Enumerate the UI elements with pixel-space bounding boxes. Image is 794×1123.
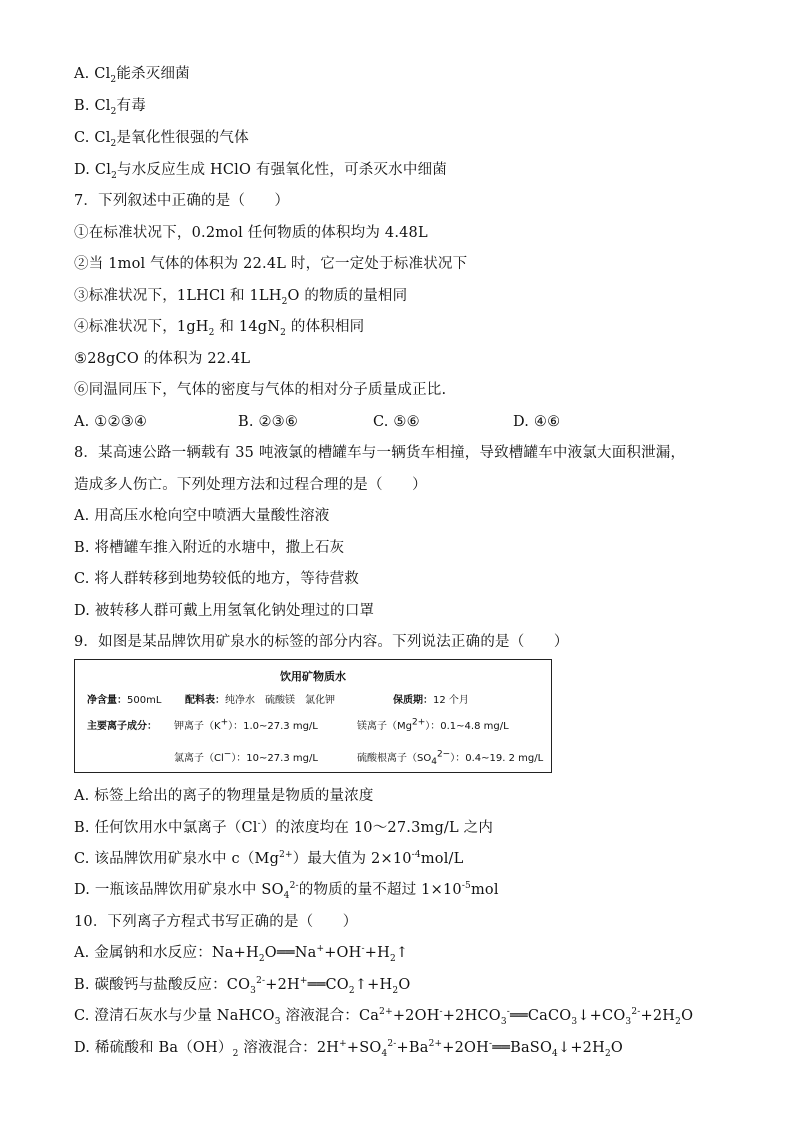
q10-stem: 10．下列离子方程式书写正确的是（ ）: [74, 914, 358, 930]
label-sulfate-ion: 硫酸根离子$(SO_4^{2-})$：0.4~19. 2 mg/L: [357, 749, 544, 767]
q7-item-2: ②当 1mol 气体的体积为 22.4L 时，它一定处于标准状况下: [74, 256, 468, 272]
q9-option-d: D. 一瓶该品牌饮用矿泉水中 $SO_4^{2-}$的物质的量不超过 $1\times 10^{-5}mol$: [74, 881, 499, 901]
label-ingredients-value: 纯净水 硫酸镁 氯化钾: [225, 695, 335, 706]
q8-stem-line1: 8．某高速公路一辆载有 35 吨液氯的槽罐车与一辆货车相撞，导致槽罐车中液氯大面积泄漏，: [74, 445, 686, 461]
q8-option-c: C. 将人群转移到地势较低的地方，等待营救: [74, 571, 359, 587]
label-ingredients-key: 配料表：: [185, 695, 225, 706]
q7-item-3: ③标准状况下，1LHCl 和 $1LH_2O$ 的物质的量相同: [74, 288, 408, 307]
q9-option-b: B. 任何饮用水中氯离子（Cl-）的浓度均在 10～27.3mg/L 之内: [74, 819, 494, 836]
q7-item-5: ⑤28gCO 的体积为 22.4L: [74, 351, 251, 367]
label-shelf-life: [393, 691, 469, 706]
q8-option-a: A. 用高压水枪向空中喷洒大量酸性溶液: [74, 508, 330, 524]
q8-option-b: B. 将槽罐车推入附近的水塘中，撒上石灰: [74, 540, 345, 556]
q6-option-d: D. $Cl_2$与水反应生成 HClO 有强氧化性，可杀灭水中细菌: [74, 162, 447, 181]
label-ingredients: [185, 691, 335, 706]
q9-stem: 9．如图是某品牌饮用矿泉水的标签的部分内容。下列说法正确的是（ ）: [74, 634, 569, 650]
q8-stem-line2: 造成多人伤亡。下列处理方法和过程合理的是（ ）: [74, 477, 427, 493]
label-potassium-ion: 钾离子（K+）：1.0~27.3 mg/L: [174, 717, 318, 732]
q10-option-c: C. 澄清石灰水与少量 NaHCO$_3$ 溶液混合：$Ca^{2+}+2OH^-+2HCO_3^-══CaCO_3↓+CO_3^{2-}+2H_2O$: [74, 1007, 694, 1027]
q7-option-d: D. ④⑥: [513, 414, 561, 430]
q7-item-1: ①在标准状况下，0.2mol 任何物质的体积均为 4.48L: [74, 225, 428, 241]
label-shelf-value: 12 个月: [433, 695, 469, 706]
label-magnesium-ion: 镁离子$(Mg^{2+})$：0.1~4.8 mg/L: [357, 717, 509, 732]
q7-item-4: ④标准状况下，$1gH_2$ 和 $14gN_2$ 的体积相同: [74, 319, 365, 338]
q10-option-b: B. 碳酸钙与盐酸反应：$CO_3^{2-}+2H^+══CO_2↑+H_2O$: [74, 976, 411, 996]
label-net-key: 净含量：: [87, 695, 127, 706]
q9-option-a: A. 标签上给出的离子的物理量是物质的量浓度: [74, 788, 374, 804]
q7-option-b: B. ②③⑥: [238, 414, 299, 430]
q7-option-a: A. ①②③④: [74, 414, 148, 430]
q7-item-6: ⑥同温同压下，气体的密度与气体的相对分子质量成正比.: [74, 382, 447, 398]
mineral-water-label: [74, 659, 552, 773]
q6-option-b: B. $Cl_2$有毒: [74, 98, 146, 117]
label-net-value: 500mL: [127, 695, 162, 706]
label-chloride-ion: 氯离子（Cl−）：10~27.3 mg/L: [174, 749, 318, 764]
label-ions-key-text: 主要离子成分：: [87, 721, 157, 732]
q6-option-c: C. $Cl_2$是氧化性很强的气体: [74, 130, 249, 149]
q10-option-d: D. 稀硫酸和 $Ba(OH)_2$ 溶液混合：$2H^++SO_4^{2-}+Ba^{2+}+2OH^-══BaSO_4↓+2H_2O$: [74, 1039, 623, 1059]
q7-stem: 7．下列叙述中正确的是（ ）: [74, 193, 290, 209]
label-title: 饮用矿物质水: [280, 670, 346, 683]
q8-option-d: D. 被转移人群可戴上用氢氧化钠处理过的口罩: [74, 603, 375, 619]
q10-option-a: A. 金属钠和水反应：$Na+H_2O══Na^++OH^-+H_2↑$: [74, 944, 409, 964]
q7-options: [74, 412, 560, 432]
label-net-content: [87, 691, 161, 706]
q6-option-a: A. $Cl_2$能杀灭细菌: [74, 66, 190, 85]
label-shelf-key: 保质期：: [393, 695, 433, 706]
q7-option-c: C. ⑤⑥: [373, 414, 420, 430]
label-ions-key: [87, 717, 157, 732]
q9-option-c: C. 该品牌饮用矿泉水中 $c(Mg^{2+})$最大值为 $2\times 10^{-4}mol/L$: [74, 850, 464, 867]
